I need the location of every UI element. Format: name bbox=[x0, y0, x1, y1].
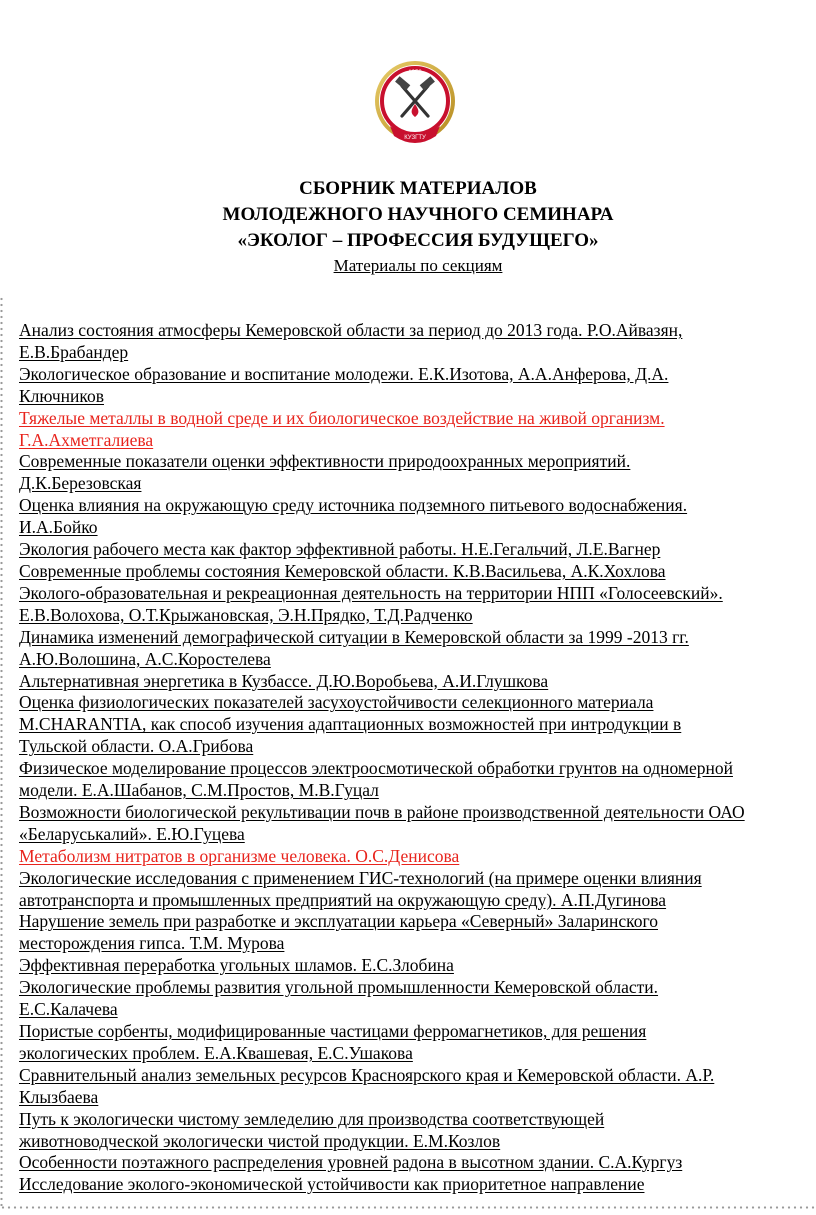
article-link[interactable] bbox=[19, 495, 816, 539]
page-border-left bbox=[0, 296, 3, 1208]
article-link[interactable] bbox=[19, 955, 816, 977]
article-link-line: Оценка физиологических показателей засухоустойчивости селекционного материала bbox=[19, 692, 654, 713]
article-link[interactable] bbox=[19, 802, 816, 846]
section-subtitle: Материалы по секциям bbox=[333, 256, 503, 275]
article-list bbox=[19, 320, 816, 1196]
article-link-line: Современные показатели оценки эффективности природоохранных мероприятий. bbox=[19, 451, 631, 472]
article-link-line: M.CHARANTIA, как способ изучения адаптационных возможностей при интродукции в bbox=[19, 714, 682, 735]
article-link-line: Ключников bbox=[19, 385, 104, 406]
article-link[interactable] bbox=[19, 320, 816, 364]
article-link-line: животноводческой экологически чистой продукции. Е.М.Козлов bbox=[19, 1130, 501, 1151]
article-link-line: Возможности биологической рекультивации почв в районе производственной деятельности ОАО bbox=[19, 801, 745, 822]
article-link[interactable] bbox=[19, 1109, 816, 1153]
logo-ribbon-text: КУЗГТУ bbox=[404, 135, 426, 141]
article-link-line: Метаболизм нитратов в организме человека. О.С.Денисова bbox=[19, 845, 460, 866]
document-header bbox=[0, 176, 816, 278]
article-link[interactable] bbox=[19, 911, 816, 955]
article-link-line: Тяжелые металлы в водной среде и их биологическое воздействие на живой организм. bbox=[19, 407, 665, 428]
logo-year: 1950 bbox=[408, 70, 422, 76]
article-link-line: экологических проблем. Е.А.Квашевая, Е.С.Ушакова bbox=[19, 1042, 413, 1063]
article-link[interactable] bbox=[19, 692, 816, 758]
article-link[interactable] bbox=[19, 1152, 816, 1174]
article-link-line: Экологические исследования с применением ГИС-технологий (на примере оценки влияния bbox=[19, 867, 702, 888]
article-link[interactable] bbox=[19, 868, 816, 912]
article-link-line: Д.К.Березовская bbox=[19, 473, 142, 494]
title-line-3: «ЭКОЛОГ – ПРОФЕССИЯ БУДУЩЕГО» bbox=[237, 230, 599, 251]
article-link-line: модели. Е.А.Шабанов, С.М.Простов, М.В.Гуцал bbox=[19, 780, 379, 801]
article-link[interactable] bbox=[19, 583, 816, 627]
article-link[interactable] bbox=[19, 539, 816, 561]
article-link[interactable] bbox=[19, 758, 816, 802]
university-emblem bbox=[372, 58, 458, 148]
article-link[interactable] bbox=[19, 451, 816, 495]
article-link-line: Эффективная переработка угольных шламов. Е.С.Злобина bbox=[19, 955, 454, 976]
article-link-line: И.А.Бойко bbox=[19, 517, 98, 538]
article-link-line: Путь к экологически чистому земледелию для производства соответствующей bbox=[19, 1108, 605, 1129]
article-link-line: Динамика изменений демографической ситуации в Кемеровской области за 1999 -2013 гг. bbox=[19, 626, 689, 647]
article-link-line: Исследование эколого-экономической устойчивости как приоритетное направление bbox=[19, 1174, 645, 1195]
article-link-line: Оценка влияния на окружающую среду источника подземного питьевого водоснабжения. bbox=[19, 495, 688, 516]
article-link[interactable] bbox=[19, 1021, 816, 1065]
article-link-line: Клызбаева bbox=[19, 1086, 99, 1107]
page-border-bottom bbox=[0, 1206, 816, 1209]
article-link-line: «Беларуськалий». Е.Ю.Гуцева bbox=[19, 823, 245, 844]
article-link-line: Альтернативная энергетика в Кузбассе. Д.Ю.Воробьева, А.И.Глушкова bbox=[19, 670, 549, 691]
article-link[interactable] bbox=[19, 627, 816, 671]
article-link-line: Сравнительный анализ земельных ресурсов Красноярского края и Кемеровской области. А.Р. bbox=[19, 1064, 715, 1085]
article-link[interactable] bbox=[19, 364, 816, 408]
article-link-line: Пористые сорбенты, модифицированные частицами ферромагнетиков, для решения bbox=[19, 1021, 647, 1041]
article-link-line: Анализ состояния атмосферы Кемеровской области за период до 2013 года. Р.О.Айвазян, bbox=[19, 320, 683, 340]
article-link[interactable] bbox=[19, 561, 816, 583]
article-link-line: Экологические проблемы развития угольной промышленности Кемеровской области. bbox=[19, 977, 659, 998]
article-link[interactable] bbox=[19, 408, 816, 452]
article-link-line: Физическое моделирование процессов электроосмотической обработки грунтов на одномерной bbox=[19, 758, 733, 779]
article-link-line: Экологическое образование и воспитание молодежи. Е.К.Изотова, А.А.Анферова, Д.А. bbox=[19, 363, 669, 384]
article-link-line: Е.В.Волохова, О.Т.Крыжановская, Э.Н.Прядко, Т.Д.Радченко bbox=[19, 604, 473, 625]
article-link[interactable] bbox=[19, 1065, 816, 1109]
article-link-line: Современные проблемы состояния Кемеровской области. К.В.Васильева, А.К.Хохлова bbox=[19, 560, 666, 581]
article-link[interactable] bbox=[19, 977, 816, 1021]
article-link[interactable] bbox=[19, 846, 816, 868]
article-link-line: Г.А.Ахметгалиева bbox=[19, 429, 154, 450]
article-link-line: Е.В.Брабандер bbox=[19, 341, 129, 362]
title-line-2: МОЛОДЕЖНОГО НАУЧНОГО СЕМИНАРА bbox=[222, 204, 614, 225]
article-link[interactable] bbox=[19, 671, 816, 693]
article-link-line: Эколого-образовательная и рекреационная деятельность на территории НПП «Голосеевский». bbox=[19, 582, 723, 603]
article-link-line: Тульской области. О.А.Грибова bbox=[19, 736, 254, 757]
title-line-1: СБОРНИК МАТЕРИАЛОВ bbox=[299, 178, 537, 199]
article-link-line: Особенности поэтажного распределения уровней радона в высотном здании. С.А.Кургуз bbox=[19, 1152, 683, 1173]
article-link-line: Экология рабочего места как фактор эффективной работы. Н.Е.Гегальчий, Л.Е.Вагнер bbox=[19, 539, 661, 560]
article-link[interactable] bbox=[19, 1174, 816, 1196]
article-link-line: Нарушение земель при разработке и эксплуатации карьера «Северный» Заларинского bbox=[19, 911, 658, 932]
article-link-line: автотранспорта и промышленных предприятий на окружающую среду). А.П.Дугинова bbox=[19, 889, 667, 910]
article-link-line: Е.С.Калачева bbox=[19, 999, 118, 1020]
article-link-line: А.Ю.Волошина, А.С.Коростелева bbox=[19, 648, 271, 669]
article-link-line: месторождения гипса. Т.М. Мурова bbox=[19, 933, 285, 954]
